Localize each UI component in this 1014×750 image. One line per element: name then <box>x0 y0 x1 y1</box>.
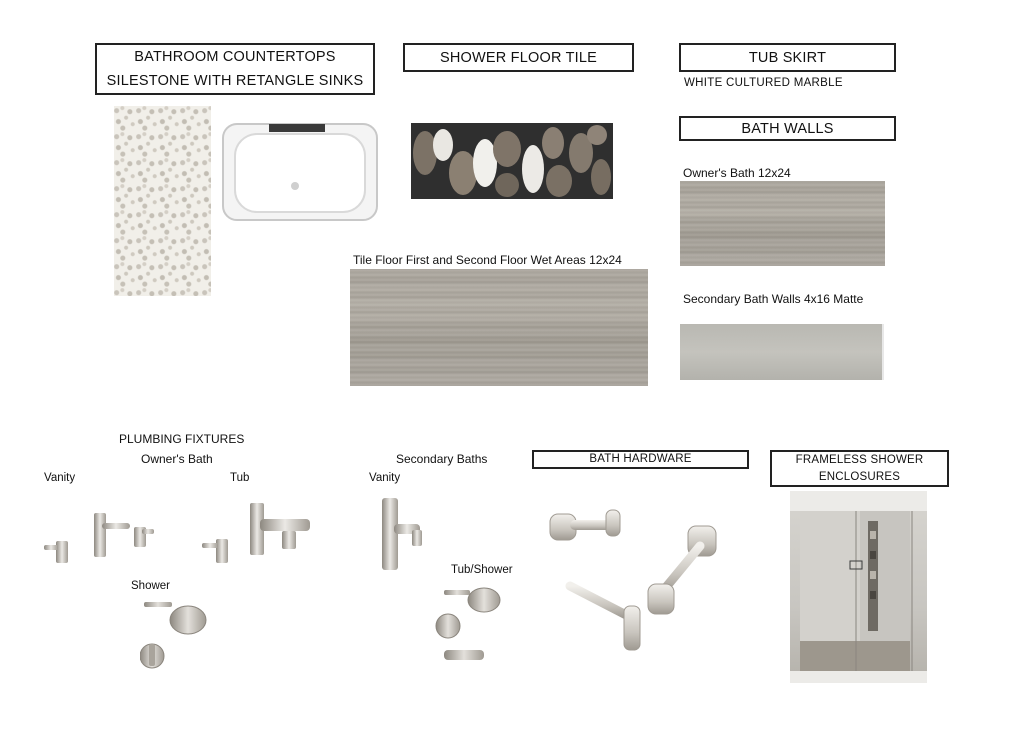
secondary-baths-label: Secondary Baths <box>396 452 488 466</box>
countertops-header <box>95 43 375 95</box>
enclosures-title-line1: FRAMELESS SHOWER <box>795 453 924 466</box>
quartz-sample <box>114 106 211 296</box>
countertops-title: BATHROOM COUNTERTOPS <box>134 49 336 65</box>
bath-hardware-header <box>532 450 749 469</box>
owners-bath-walls-label: Owner's Bath 12x24 <box>683 166 791 180</box>
vanity-label: Vanity <box>44 472 76 484</box>
shower-head-icon <box>434 584 506 670</box>
bath-hardware-title: BATH HARDWARE <box>589 453 692 465</box>
countertops-subtitle: SILESTONE WITH RETANGLE SINKS <box>106 73 364 89</box>
bath-walls-header <box>679 116 896 141</box>
towel-bar-icon <box>540 500 725 655</box>
owners-bath-label: Owner's Bath <box>141 452 213 466</box>
sink-icon <box>221 122 379 222</box>
owners-shower-set <box>140 598 210 676</box>
pebble-icon <box>411 123 613 199</box>
tub-faucet-icon <box>198 497 316 567</box>
shower-label: Shower <box>131 580 170 592</box>
faucet-icon <box>42 505 158 567</box>
secondary-bath-walls-label: Secondary Bath Walls 4x16 Matte <box>683 292 864 306</box>
owners-tub-faucet <box>198 497 316 567</box>
secondary-tub-shower-set <box>434 584 506 670</box>
tub-skirt-header <box>679 43 896 72</box>
pebble-tile-sample <box>411 123 613 199</box>
shower-floor-title: SHOWER FLOOR TILE <box>439 49 598 66</box>
enclosures-header <box>770 450 949 487</box>
enclosures-title-line2: ENCLOSURES <box>818 470 901 483</box>
shower-head-icon <box>140 598 210 676</box>
tub-shower-label: Tub/Shower <box>451 564 513 576</box>
tub-skirt-title: TUB SKIRT <box>748 49 827 66</box>
faucet-icon <box>376 494 426 574</box>
bath-walls-title: BATH WALLS <box>741 120 834 137</box>
tile-floor-sample <box>350 269 648 386</box>
shower-enclosure-photo <box>790 491 927 683</box>
owners-vanity-faucet <box>42 505 158 567</box>
shower-floor-header <box>403 43 634 72</box>
secondary-bath-wall-tile <box>680 324 884 380</box>
rectangle-sink-image <box>221 122 379 222</box>
plumbing-title: PLUMBING FIXTURES <box>119 432 245 446</box>
shower-enclosure-icon <box>790 491 927 683</box>
secondary-vanity-faucet <box>376 494 426 574</box>
tub-label: Tub <box>230 472 250 484</box>
secondary-vanity-label: Vanity <box>369 472 401 484</box>
owners-bath-wall-tile <box>680 181 885 266</box>
tub-skirt-subtitle: WHITE CULTURED MARBLE <box>684 77 843 89</box>
tile-floor-label: Tile Floor First and Second Floor Wet Areas 12x24 <box>353 253 622 267</box>
bath-hardware-image <box>540 500 725 655</box>
